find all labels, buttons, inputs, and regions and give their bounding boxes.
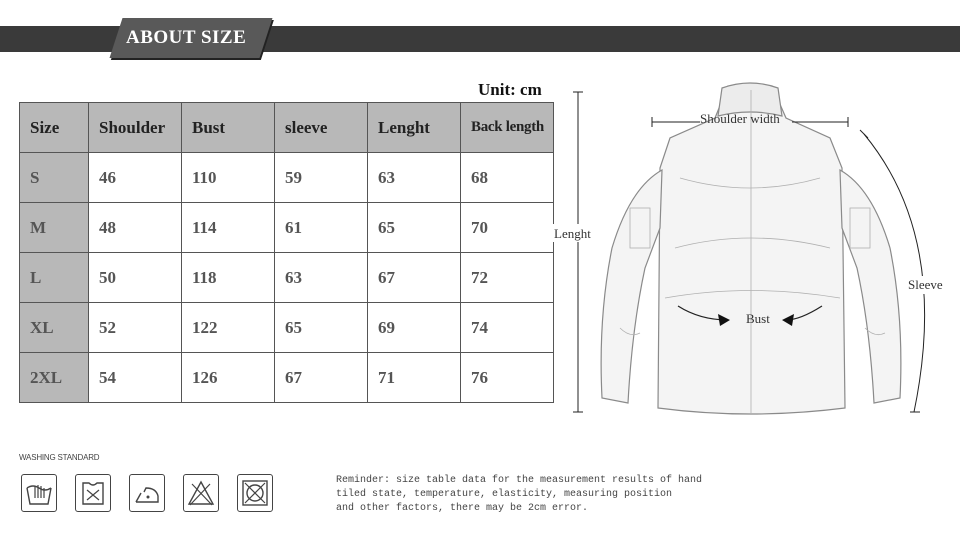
table-cell: 63 [275, 253, 368, 303]
table-cell: 70 [461, 203, 554, 253]
table-cell: 54 [89, 353, 182, 403]
table-cell: 48 [89, 203, 182, 253]
table-cell: 46 [89, 153, 182, 203]
column-header-sleeve: sleeve [275, 103, 368, 153]
reminder-text [336, 474, 756, 516]
table-cell-size: S [20, 153, 89, 203]
reminder-line: and other factors, there may be 2cm error. [336, 503, 589, 514]
table-cell: 74 [461, 303, 554, 353]
table-cell: 122 [182, 303, 275, 353]
table-cell: 118 [182, 253, 275, 303]
table-cell: 110 [182, 153, 275, 203]
table-header-row [20, 103, 554, 153]
hand-wash-icon [21, 474, 57, 512]
length-line [573, 92, 583, 412]
table-row [20, 253, 554, 303]
column-header-bust: Bust [182, 103, 275, 153]
jacket-measurement-diagram [550, 78, 960, 423]
no-bleach-icon [183, 474, 219, 512]
table-cell: 114 [182, 203, 275, 253]
washing-icons [21, 474, 273, 512]
low-iron-icon [129, 474, 165, 512]
table-cell: 65 [275, 303, 368, 353]
reminder-line: Reminder: size table data for the measurement results of hand [336, 475, 703, 486]
table-row [20, 203, 554, 253]
table-cell: 68 [461, 153, 554, 203]
table-cell: 76 [461, 353, 554, 403]
column-header-length: Lenght [368, 103, 461, 153]
jacket-sketch [550, 78, 960, 423]
bust-label: Bust [746, 311, 770, 326]
column-header-size: Size [20, 103, 89, 153]
table-cell: 63 [368, 153, 461, 203]
table-cell-size: 2XL [20, 353, 89, 403]
reminder-line: tiled state, temperature, elasticity, measuring position [336, 489, 673, 500]
unit-label: Unit: cm [478, 80, 542, 99]
column-header-shoulder: Shoulder [89, 103, 182, 153]
table-cell: 69 [368, 303, 461, 353]
table-cell: 67 [368, 253, 461, 303]
table-cell-size: M [20, 203, 89, 253]
table-cell: 59 [275, 153, 368, 203]
table-cell-size: L [20, 253, 89, 303]
table-cell: 67 [275, 353, 368, 403]
table-row [20, 353, 554, 403]
table-cell-size: XL [20, 303, 89, 353]
length-label: Lenght [554, 226, 591, 241]
column-header-back-length: Back length [461, 103, 554, 153]
table-cell: 72 [461, 253, 554, 303]
washing-standard-title: WASHING STANDARD [19, 453, 100, 462]
table-cell: 50 [89, 253, 182, 303]
table-cell: 126 [182, 353, 275, 403]
shoulder-width-label: Shoulder width [700, 111, 780, 126]
table-row [20, 153, 554, 203]
table-cell: 65 [368, 203, 461, 253]
size-table [19, 102, 554, 403]
no-tumble-dry-icon [237, 474, 273, 512]
table-cell: 61 [275, 203, 368, 253]
table-cell: 71 [368, 353, 461, 403]
page-title: ABOUT SIZE [126, 27, 247, 48]
table-row [20, 303, 554, 353]
sleeve-label: Sleeve [908, 277, 943, 292]
table-cell: 52 [89, 303, 182, 353]
no-wring-icon [75, 474, 111, 512]
